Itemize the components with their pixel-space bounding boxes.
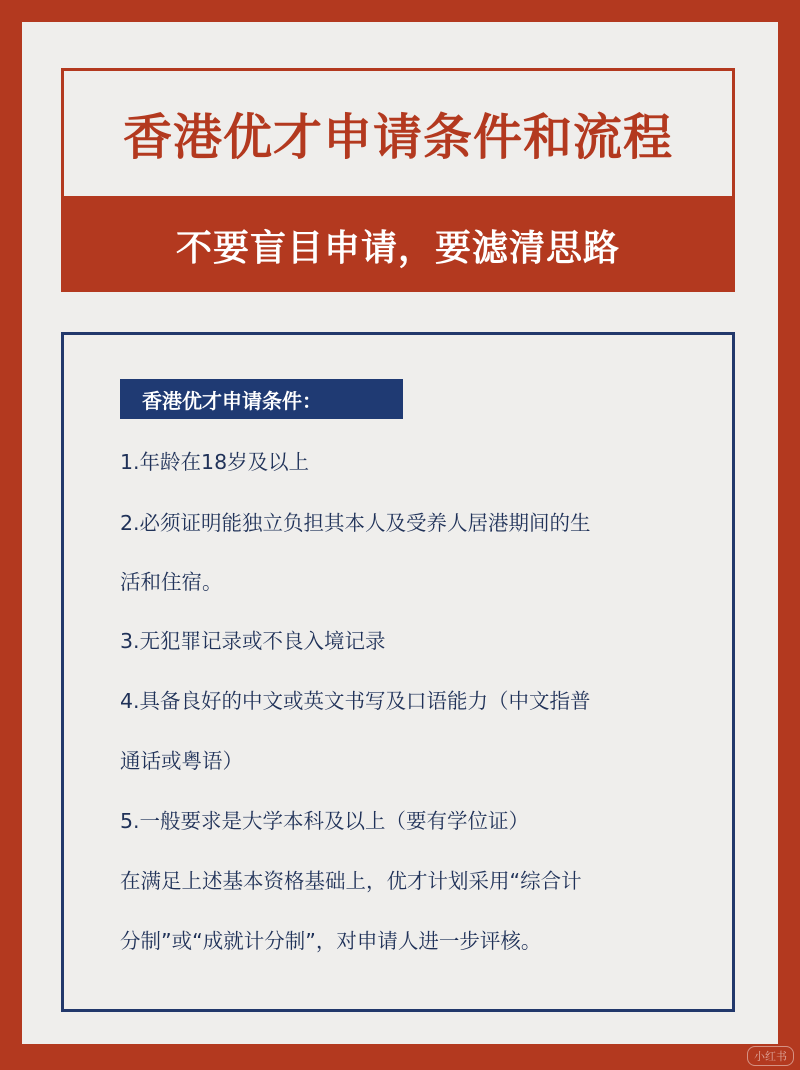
condition-line: 通话或粤语） bbox=[120, 749, 243, 773]
watermark: 小红书 bbox=[747, 1046, 794, 1066]
condition-line: 4.具备良好的中文或英文书写及口语能力（中文指普 bbox=[120, 689, 591, 713]
page-subtitle: 不要盲目申请，要滤清思路 bbox=[175, 228, 620, 269]
page-title: 香港优才申请条件和流程 bbox=[122, 108, 673, 166]
section-heading: 香港优才申请条件： bbox=[120, 379, 403, 419]
title-box bbox=[61, 68, 735, 199]
condition-line: 3.无犯罪记录或不良入境记录 bbox=[120, 629, 386, 653]
condition-line: 活和住宿。 bbox=[120, 570, 223, 594]
condition-line: 5.一般要求是大学本科及以上（要有学位证） bbox=[120, 809, 530, 833]
condition-line: 1.年龄在18岁及以上 bbox=[120, 450, 310, 474]
summary-line: 在满足上述基本资格基础上，优才计划采用“综合计 bbox=[120, 869, 582, 893]
summary-line: 分制”或“成就计分制”，对申请人进一步评核。 bbox=[120, 929, 542, 953]
condition-line: 2.必须证明能独立负担其本人及受养人居港期间的生 bbox=[120, 511, 591, 535]
subtitle-banner bbox=[61, 199, 735, 292]
conditions-box bbox=[61, 332, 735, 1012]
